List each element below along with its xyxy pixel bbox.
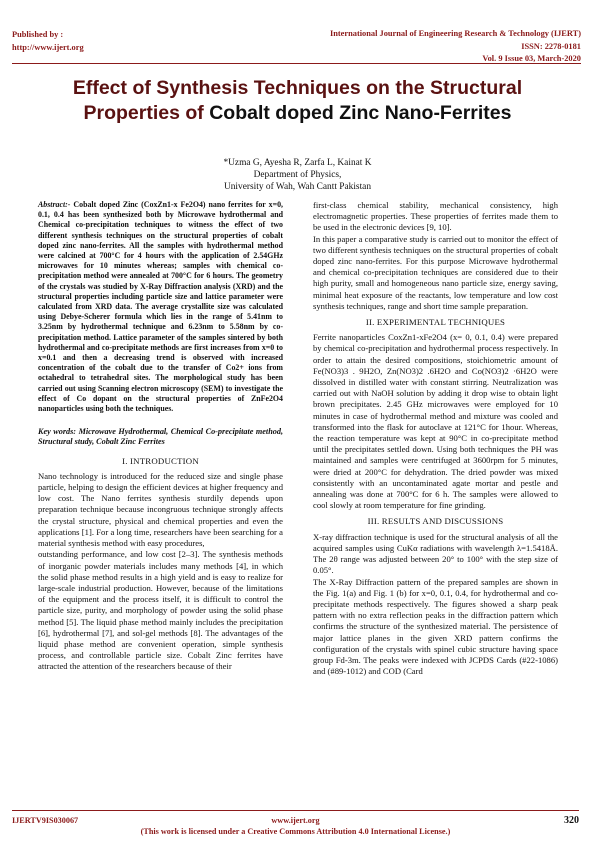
author-names: *Uzma G, Ayesha R, Zarfa L, Kainat K <box>223 158 372 168</box>
title-line-2-part-1: Properties of <box>83 102 210 124</box>
issn: ISSN: 2278-0181 <box>521 41 581 51</box>
page-number: 320 <box>564 815 579 826</box>
license-note: (This work is licensed under a Creative Commons Attribution 4.0 International License.) <box>140 827 451 836</box>
left-column <box>38 200 283 673</box>
title-line-2 <box>20 101 575 126</box>
intro-paragraph-2: outstanding performance, and low cost [2–3]. The synthesis methods of inorganic powder materials includes many methods [4], in which the solid phase method results in a high yield and is easy to realize for large-scale industrial production. However, because of the limitations of the equipment and the process itself, it is difficult to control the particle size, purity, and morphology of powder using the solid phase method [5]. The liquid phase method mainly includes the precipitation [6], hydrothermal [7], and sol-gel methods [8]. The advantages of the liquid phase method are convenient operation, simple synthesis process, and controllable particle size. Cobalt Zinc ferrites have attracted the attention of the researchers because of their <box>38 549 283 672</box>
title-line-2-part-2: Cobalt doped Zinc Nano-Ferrites <box>209 102 512 124</box>
intro-paragraph-1: Nano technology is introduced for the reduced size and single phase particle, helping to design the efficient devices at higher frequency and low cost. The Nano ferrites synthesis sturdily depends upon preparation technique because incongruous technique strongly affects the crystal structure, physical and chemical properties and even the applications [1]. For a long time, researchers have been searching for a material synthesis method with easy procedures, <box>38 470 283 549</box>
keywords: Key words: Microwave Hydrothermal, Chemical Co-precipitate method, Structural study, Cobalt Zinc Ferrites <box>38 427 283 447</box>
abstract-label: Abstract:- <box>38 200 71 209</box>
published-by-label: Published by : <box>12 30 64 39</box>
right-column <box>313 200 558 677</box>
paper-id: IJERTV9IS030067 <box>12 816 79 825</box>
journal-name: International Journal of Engineering Research & Technology (IJERT) <box>329 29 581 38</box>
page-footer <box>12 810 579 840</box>
header-rule <box>12 63 581 64</box>
university: University of Wah, Wah Cantt Pakistan <box>223 182 372 192</box>
results-paragraph-2: The X-Ray Diffraction pattern of the prepared samples are shown in the Fig. 1(a) and Fig. 1 (b) for x=0, 0.1, 0.4, for hydrothermal and co-precipitate methods respectively. The figures showed a sharp peak pattern with no extra reflection peaks in the diffraction pattern which confirms the structure of the synthesized material. The persistence of major lattice planes in the given XRD pattern confirms the configuration of the crystals with spinel cubic structure having space group Fd-3m. The peaks were indexed with JCPDS Cards (#22-1086) and (#89-1012) and COD (Card <box>313 576 558 677</box>
intro-heading: I. INTRODUCTION <box>122 455 199 466</box>
title-line-1: Effect of Synthesis Techniques on the Structural <box>72 77 523 99</box>
abstract-text: Cobalt doped Zinc (CoxZn1-x Fe2O4) nano ferrites for x=0, 0.1, 0.4 has been synthesized both by Microwave hydrothermal and Chemical co-precipitation techniques to witness the effect of two different synthesis techniques on the structural properties of cobalt doped zinc nano-ferrites. All the samples with hydrothermal method were calcined at 700°C for 4 hours with the application of 2.54GHz microwaves for 10 minutes whereas; samples with chemical co-precipitation method were annealed at 700°C for 6 hours. The geometry of the crystals was studied by X-Ray Diffraction analysis (XRD) and the structural properties including particle size and lattice parameter were calculated from XRD data. The average crystallite size was calculated using Debye-Scherer formula which lies in the range of 5.41nm to 3.25nm by hydrothermal technique and 6.23nm to 5.58nm by co-precipitation method. Lattice parameter of the samples sintered by both hydrothermal and co-precipitate methods are first increases from x=0 to x=0.1 and then a decreasing trend is observed with increased concentration of the cobalt due to the transfer of Co2+ ions from octahedral to tetrahedral sites. The morphological study has been carried out using Scanning electron microscopy (SEM) to investigate the effect of Co dopant on the structural properties of ZnFe2O4 nanoparticles using both the techniques. <box>38 200 283 414</box>
results-paragraph-1: X-ray diffraction technique is used for the structural analysis of all the acquired samples using CuKα radiations with wavelength λ=1.5418Å. The 2θ range was adjusted between 20° to 100° with the step size of 0.05°. <box>313 531 558 576</box>
author-block <box>0 157 595 193</box>
publisher-info <box>12 28 84 54</box>
volume-issue: Vol. 9 Issue 03, March-2020 <box>482 54 581 63</box>
journal-info <box>330 28 581 66</box>
footer-rule <box>12 810 579 811</box>
abstract <box>38 200 283 414</box>
comparative-study-paragraph: In this paper a comparative study is carried out to monitor the effect of two different synthesis techniques on the structural properties of cobalt doped zinc nano-ferrites. For this purpose Microwave hydrothermal and chemical co-precipitation techniques are considered due to their high purity, small and homogeneous nano particle size, energy saving, minimal heat exposure of the reactants, low temperature and low cost synthesis techniques, range and short time sample preparation. <box>313 233 558 311</box>
intro-continued: first-class chemical stability, mechanical consistency, high electromagnetic properties. These properties of ferrites made them to be used in the electronic devices [9, 10]. <box>313 200 558 233</box>
footer-site-link[interactable]: www.ijert.org <box>271 816 320 825</box>
page-header <box>12 28 581 64</box>
site-link[interactable]: http://www.ijert.org <box>12 43 84 52</box>
experimental-paragraph: Ferrite nanoparticles CoxZn1-xFe2O4 (x= 0, 0.1, 0.4) were prepared by chemical co-precipitation and hydrothermal process respectively. In order to attain the desired compositions, stoichiometric amount of Fe(NO3)3 . 9H2O, Zn(NO3)2 .6H2O and Co(NO3)2 ·6H2O were dissolved in distilled water with constant stirring. Neutralization was carried out with NaOH solution by adding it drop wise to obtain light brown precipitates. 2.45 GHz microwaves were employed for 10 minutes in case of hydrothermal method and mixture was cooled and transformed into the flask for autoclave at 121°C for 1hour. Whereas, the reaction temperature was kept at 90°C in co-precipitate method until the precipitates settled down. Using both techniques the PH was maintained and samples were centrifuged at 3600rpm for 5 minutes, were dried at 200°C for dehydration. The dried powder was mixed consistently with an uncontaminated agate mortar and pestle and annealing was done at 700°C for 6 h. The samples were allowed to cool slowly at room temperature for fine grinding. <box>313 332 558 511</box>
experimental-heading: II. EXPERIMENTAL TECHNIQUES <box>365 317 506 328</box>
paper-title <box>20 76 575 126</box>
results-heading: III. RESULTS AND DISCUSSIONS <box>367 516 504 527</box>
department: Department of Physics, <box>253 170 342 180</box>
